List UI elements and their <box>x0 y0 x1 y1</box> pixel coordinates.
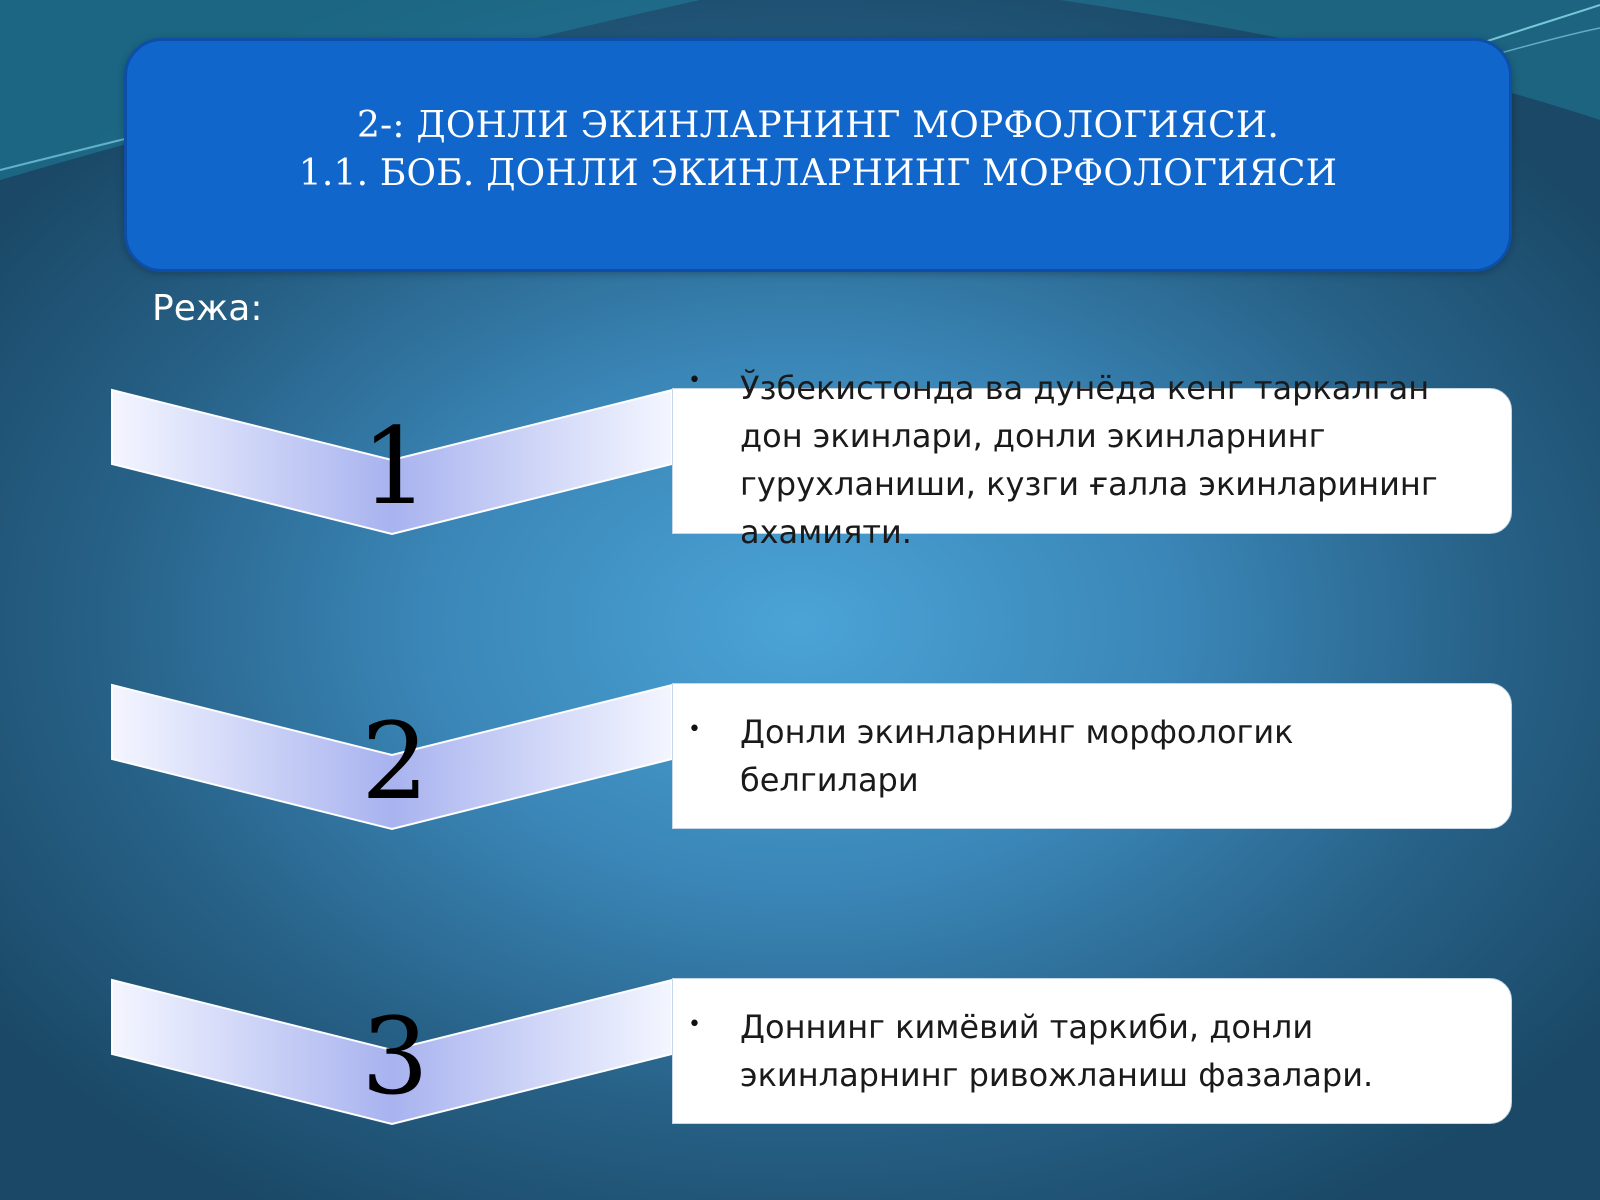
step-text: Донли экинларнинг морфологик белгилари <box>740 713 1294 799</box>
step-number: 2 <box>361 700 429 823</box>
bullet-marker: • <box>688 717 701 742</box>
step-number: 3 <box>361 995 429 1118</box>
plan-label: Режа: <box>152 288 263 329</box>
plan-step-2 <box>0 683 1600 853</box>
plan-step-3 <box>0 978 1600 1148</box>
slide-title-line-1: 2-: ДОНЛИ ЭКИНЛАРНИНГ МОРФОЛОГИЯСИ. <box>356 105 1280 146</box>
step-number: 1 <box>361 405 429 528</box>
title-box <box>124 38 1512 272</box>
plan-step-1 <box>0 368 1600 558</box>
bullet-marker: • <box>688 1012 701 1037</box>
step-text: Ўзбекистонда ва дунёда кенг таркалган дон экинлари, донли экинларнинг гурухланиши, кузги ғалла экинларининг ахамияти. <box>740 369 1438 551</box>
step-text: Доннинг кимёвий таркиби, донли экинларнинг ривожланиш фазалари. <box>740 1008 1374 1094</box>
bullet-marker: • <box>688 368 701 393</box>
slide-title-line-2: 1.1. БОБ. ДОНЛИ ЭКИНЛАРНИНГ МОРФОЛОГИЯСИ <box>298 153 1338 194</box>
